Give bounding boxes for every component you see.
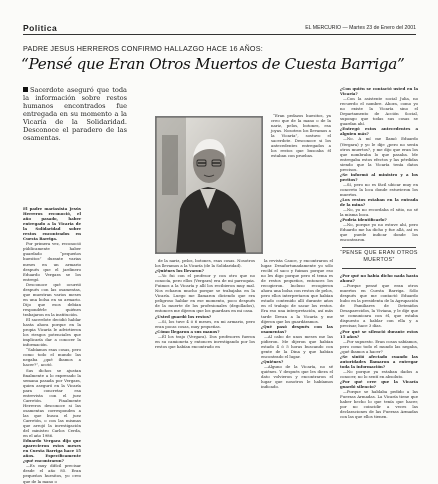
- question: ¿Quiénes los llevaron?: [155, 268, 204, 274]
- paragraph: —Yo fui con el profesor y con otro que no conocía, pero ellos (Vergara) era de mi parroquia. Fuimos a la Vicaría y allí los recibieron muy mal. Nos echaron mucho porque se trabajaba en la Vicaría. Luego me llamaron diciendo que era peligroso hablar en ese momento, poco después de la muerte de los profesionales (degollados), entonces me dijeron que los guardara en mi casa.: [155, 273, 255, 314]
- subhead-rule-bottom: [342, 268, 416, 269]
- paragraph: —No. A mí me llamó Eduardo (Vergara) y yo le dije ¿pero no serán otros muertos?, y me dijo que eran los que nombraba lo que pasaba. Me entregaba estos efectos y las pérdidas siendo que la Vicaría tenía datos precisos.: [340, 136, 418, 172]
- question: ¿Por qué cree que la Vicaría guardó silencio?: [340, 378, 418, 390]
- paragraph: —Él los trajo (Vergara). Dos profesores fueron en su camioneta y entonces investigando por los restos que habían encontrado en: [155, 333, 255, 349]
- body-column-4-continued: [340, 273, 418, 419]
- portrait-image: [156, 117, 262, 253]
- paragraph: —No, porque yo no estuve ahí, pero Eduardo me ha dicho y fue allá, así es que puede indicar donde los encontraron.: [340, 222, 418, 243]
- subhead-rule-top: [342, 247, 416, 248]
- question: ¿Cómo llegaron a sus manos?: [155, 328, 220, 334]
- section-name: Politica: [23, 23, 58, 33]
- photo-caption: [271, 113, 331, 158]
- body-column-4: [340, 86, 418, 242]
- paragraph: —No porque ya estaban dados a conocer, no lo sentí en absoluto.: [340, 368, 418, 379]
- paragraph: —Sí, pero no es fácil ubicar muy en concreto la loca donde estuvieron los muertos.: [340, 181, 418, 197]
- paragraph: —Alguno de la Vicaría, no sé quiénes. Y después que les diera el dato volvieron y encontraron el lugar que nosotros le habíamos indicado.: [261, 363, 333, 390]
- question: ¿Quiénes?: [261, 358, 284, 364]
- paragraph: —Con la asistente social Julia, no recuerdo el nombre. Ahora, como yo no existe la Vicaría sino el Departamento de Acción Social, supongo que todas sus cosas se guardan ahí.: [340, 96, 418, 127]
- question: ¿Por qué se silenció durante estos 15 años?: [340, 328, 418, 339]
- body-column-1: [23, 206, 81, 484]
- paragraph: —Es muy difícil precisar desde el año 85. Eran pequeños huesitos, yo creo que de la mano o: [23, 463, 81, 484]
- question: ¿Usted guardó los restos?: [155, 313, 212, 319]
- body-column-2: [155, 258, 255, 349]
- paragraph: Por primera vez, reconoció públicamente haber guardado “pequeños huesitos” durante varias meses en un armario después que el jardinero Eduardo Vergara se los entregó.: [23, 241, 81, 282]
- paragraph: El sacerdote decidió hablar hasta ahora porque en la propia Vicaría le advirtieron los riesgos potenciales que implicaría dar a conocer la información.: [23, 317, 81, 348]
- paragraph: “Sabíamos esas cosas, pero como todo el mundo las negaba ¿qué íbamos a hacer?”, acotó.: [23, 347, 81, 368]
- publication-date-line: EL MERCURIO — Martes 23 de Enero del 2001: [305, 25, 416, 31]
- paragraph: El padre mariasista Jesús Herreros reconoció, el año pasado, haber entregado a la Vicaría de la Solidaridad sobre restos encontrados en Cuesta Barriga.: [23, 206, 81, 242]
- paragraph: la revista Cauce, y encontraron el lugar. Desafortunadamente yo sólo recibí el saco y fuimos porque eso no les digo porque pero el tema es de restos pequeños, entonces los recogieron. Incluso recogieron ahora una bolsa con restos de pelos, pero ellos interpretaron que habían estado contenido allí durante años en el trabajo de sacar los restos. Era eso una interpretación, así más tarde llevan a la Vicaría y me dijeron que los guardáramos.: [261, 258, 333, 324]
- paragraph: Desconoce qué ocurrió después con las osamentas, que muestran varios meses en una bolsa en su armario. Dijo que esos debían respondérle quiénes trabajaron en la institución.: [23, 281, 81, 317]
- paragraph: de la nariz, pelos, botones, esas cosas. Nosotros los llevamos a la Vicaría (de la Solidaridad).: [155, 258, 255, 269]
- paragraph: Eduardo Vergara dijo que aparecieron estos meses en Cuesta Barriga hace 15 años. Específicamente ¿qué encontraron?: [23, 438, 81, 464]
- section-header: [23, 23, 416, 35]
- bullet-square-icon: [23, 87, 28, 92]
- article-headline: “Pensé que Eran Otros Muertos de Cuesta Barriga”: [21, 55, 405, 73]
- question: ¿Con quién se contactó usted en la Vicaría?: [340, 86, 418, 97]
- body-column-3: [261, 258, 333, 389]
- paragraph: —Porque pensé que eran otros muertos en Cuesta Barriga. Sólo después que me contactó Eduardo hubo en la presidenta de la Agrupación de Familiares de Detenidos Desaparecidos, la Viviana, y le dije que se comunicara con él, que estaba dispuesto a hablar con ella y a precisar, hace 3 días.: [340, 283, 418, 329]
- question: ¿Entregó estos antecedentes a alguien más?: [340, 126, 418, 137]
- paragraph: —Por supuesto. Eran cosas sabíamos, pero como todo el mundo las negaba, ¿qué íbamos a hacer?: [340, 338, 418, 354]
- question: ¿Podría identificarlo?: [340, 217, 387, 223]
- priest-photo: [155, 116, 263, 254]
- paragraph: Sus dichos se ajustan finalmente a lo expresado la semana pasada por Vergara, quien aseguró en la Vicaría para concretar esa entrevista con el juez Carretón. Finalmente Herreros desconoce si las osamentas corresponden a las que busca el juez Carretón, o con las mismas que arrojó la investigación del ministro Carlos Cerda, en el año 1986.: [23, 367, 81, 439]
- lead-text: Sacerdote aseguró que toda la información sobre restos humanos encontrados fue entregada en su momento a la Vicaría de la Solidaridad. Desconoce el paradero de las osamentas.: [23, 86, 127, 143]
- paragraph: —Porque se hablaba pedido a las Fuerzas Armadas. La Vicaría tiene que haber hecho lo que tenía que hacer, por no coincidir a veces las declaraciones de las Fuerzas Armadas con las que ellos tienen.: [340, 389, 418, 420]
- article-lead: [23, 86, 127, 142]
- question: ¿Los restos estaban en la entrada de la mina?: [340, 197, 418, 208]
- paragraph: —Sí, los tuve 4 ó 6 meses, en mi armario, pero eran pocas cosas, muy pequeñas.: [155, 318, 255, 329]
- question: ¿Se informó al ministro y a los peritos?: [340, 171, 418, 182]
- side-subhead: “PENSE QUE ERAN OTROS MUERTOS”: [340, 250, 418, 263]
- paragraph: —Al cabo de unos meses me las pidieron. Me dijeron que habían estado 4 ó 5 horas buscando con gente de la Dina y que habían encontrado el lugar.: [261, 333, 333, 359]
- caption-text: “Eran pedazos huesitos, ya creo que de la mano o de la nariz, pelos, botones, esa joyas. Nosotros los llevamos a la Vicaría”, sostuvo el sacerdote. Desconoce si los antecedentes entregados a los restos que buscaba él estaban con pruebas.: [271, 113, 331, 159]
- article-kicker: PADRE JESUS HERREROS CONFIRMO HALLAZGO HACE 16 AÑOS:: [23, 44, 263, 53]
- paragraph: —No, yo no recordaba el sitio, no sé la misma boca.: [340, 207, 418, 218]
- question: ¿Se sintió afectado cuando las autoridades llamaron a entregar toda la información?: [340, 353, 418, 369]
- question: ¿Por qué no había dicho nada hasta ahora?: [340, 273, 418, 284]
- question: ¿Qué pasó después con las osamentas?: [261, 323, 333, 334]
